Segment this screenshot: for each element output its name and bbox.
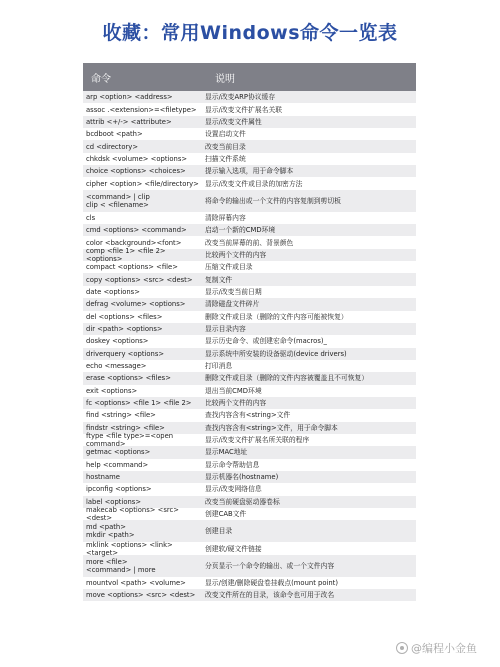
description-cell: 显示/改变网络信息 — [205, 485, 262, 494]
command-cell: compact <options> <file> — [86, 263, 178, 272]
command-cell: md <path> mkdir <path> — [86, 523, 135, 540]
description-cell: 显示/创建/删除硬盘卷挂载点(mount point) — [205, 578, 339, 587]
description-cell: 删除文件或目录（删除的文件内容被覆盖且不可恢复） — [205, 374, 369, 383]
table-row — [83, 165, 416, 177]
table-row — [83, 446, 416, 458]
description-cell: 打印消息 — [205, 362, 233, 371]
command-cell: getmac <options> — [86, 448, 151, 457]
command-cell: fc <options> <file 1> <file 2> — [86, 399, 192, 408]
table-row — [83, 506, 416, 523]
description-cell: 显示系统中所安装的设备驱动(device drivers) — [205, 349, 347, 358]
description-cell: 比较两个文件的内容 — [205, 399, 267, 408]
description-cell: 查找内容含有<string>文件 — [205, 411, 291, 420]
description-cell: 将命令的输出或一个文件的内容复制到剪切板 — [205, 196, 341, 205]
table-row — [83, 311, 416, 323]
command-cell: comp <file 1> <file 2> <options> — [86, 246, 166, 263]
command-cell: cd <directory> — [86, 142, 139, 151]
table-row — [83, 273, 416, 285]
table-row — [83, 432, 416, 449]
command-cell: hostname — [86, 473, 120, 482]
command-cell: arp <option> <address> — [86, 93, 173, 102]
description-cell: 创建软/硬文件链接 — [205, 544, 262, 553]
description-cell: 扫描文件系统 — [205, 154, 246, 163]
description-cell: 压缩文件或目录 — [205, 263, 253, 272]
table-row — [83, 103, 416, 115]
table-row — [83, 459, 416, 471]
description-cell: 复制文件 — [205, 275, 233, 284]
command-cell: makecab <options> <src> <dest> — [86, 506, 179, 523]
table-body — [83, 91, 416, 601]
table-row — [83, 335, 416, 347]
table-row — [83, 555, 416, 577]
description-cell: 显示/改变文件或目录的加密方法 — [205, 179, 303, 188]
command-cell: ftype <file type>=<open command> — [86, 432, 174, 449]
command-cell: chkdsk <volume> <options> — [86, 154, 188, 163]
command-cell: move <options> <src> <dest> — [86, 591, 196, 600]
watermark-logo-icon — [396, 642, 408, 654]
table-row — [83, 261, 416, 273]
description-cell: 比较两个文件的内容 — [205, 250, 267, 259]
watermark-text: @编程小金鱼 — [411, 642, 477, 655]
table-row — [83, 372, 416, 384]
description-cell: 设置启动文件 — [205, 130, 246, 139]
description-cell: 显示历史命令、或创建宏命令(macros)_ — [205, 337, 327, 346]
table-row — [83, 520, 416, 542]
table-row — [83, 471, 416, 483]
description-cell: 显示机器名(hostname) — [205, 473, 279, 482]
table-row — [83, 286, 416, 298]
command-cell: cls — [86, 213, 96, 222]
description-cell: 显示目录内容 — [205, 325, 246, 334]
table-row — [83, 589, 416, 601]
command-cell: mountvol <path> <volume> — [86, 578, 186, 587]
description-cell: 清除屏幕内容 — [205, 213, 246, 222]
description-cell: 创建目录 — [205, 527, 233, 536]
page-title: 收藏：常用Windows命令一览表 — [102, 22, 398, 44]
command-cell: bcdboot <path> — [86, 130, 143, 139]
table-row — [83, 409, 416, 421]
description-cell: 显示/改变文件扩展名所关联的程序 — [205, 436, 310, 445]
table-row — [83, 116, 416, 128]
description-cell: 显示/改变文件属性 — [205, 117, 262, 126]
description-cell: 改变当前硬盘驱动器卷标 — [205, 497, 280, 506]
command-cell: doskey <options> — [86, 337, 149, 346]
command-cell: find <string> <file> — [86, 411, 156, 420]
command-cell: assoc .<extension>=<filetype> — [86, 105, 197, 114]
description-cell: 显示/改变当前日期 — [205, 287, 262, 296]
description-cell: 改变当前屏幕的前、背景颜色 — [205, 238, 294, 247]
column-header-command: 命令 — [91, 73, 111, 85]
table-row — [83, 128, 416, 140]
table-row — [83, 190, 416, 212]
table-row — [83, 177, 416, 189]
description-cell: 创建CAB文件 — [205, 510, 247, 519]
description-cell: 显示命令帮助信息 — [205, 460, 260, 469]
table-row — [83, 397, 416, 409]
description-cell: 清除磁盘文件碎片 — [205, 300, 260, 309]
description-cell: 退出当前CMD环境 — [205, 386, 262, 395]
description-cell: 显示MAC地址 — [205, 448, 248, 457]
command-cell: cmd <options> <command> — [86, 226, 187, 235]
description-cell: 显示/改变ARP协议缓存 — [205, 93, 276, 102]
command-cell: copy <options> <src> <dest> — [86, 275, 193, 284]
table-row — [83, 153, 416, 165]
table-row — [83, 212, 416, 224]
command-cell: driverquery <options> — [86, 349, 165, 358]
description-cell: 查找内容含有<string>文件，用于命令脚本 — [205, 423, 338, 432]
table-row — [83, 348, 416, 360]
table-row — [83, 540, 416, 557]
command-cell: erase <options> <files> — [86, 374, 171, 383]
command-cell: label <options> — [86, 497, 142, 506]
table-row — [83, 323, 416, 335]
command-cell: more <file> <command> | more — [86, 557, 156, 574]
command-cell: defrag <volume> <options> — [86, 300, 186, 309]
command-cell: color <background><font> — [86, 238, 182, 247]
table-row — [83, 91, 416, 103]
command-cell: date <options> — [86, 287, 140, 296]
description-cell: 提示输入选项，用于命令脚本 — [205, 167, 294, 176]
table-row — [83, 360, 416, 372]
table-header — [83, 63, 416, 91]
description-cell: 启动一个新的CMD环境 — [205, 226, 276, 235]
command-cell: <command> | clip clip < <filename> — [86, 192, 150, 209]
table-row — [83, 224, 416, 236]
description-cell: 显示/改变文件扩展名关联 — [205, 105, 283, 114]
command-cell: help <command> — [86, 460, 149, 469]
command-cell: attrib <+/-> <attribute> — [86, 117, 172, 126]
description-cell: 改变文件所在的目录，该命令也可用于改名 — [205, 591, 335, 600]
command-cell: choice <options> <choices> — [86, 167, 186, 176]
table-row — [83, 246, 416, 263]
description-cell: 改变当前目录 — [205, 142, 246, 151]
table-row — [83, 483, 416, 495]
command-cell: exit <options> — [86, 386, 138, 395]
table-row — [83, 298, 416, 310]
command-cell: del <options> <files> — [86, 312, 163, 321]
table-row — [83, 577, 416, 589]
command-cell: findstr <string> <file> — [86, 423, 165, 432]
command-cell: cipher <option> <file/directory> — [86, 179, 199, 188]
watermark — [396, 640, 477, 656]
command-cell: dir <path> <options> — [86, 325, 163, 334]
command-cell: mklink <options> <link> <target> — [86, 540, 173, 557]
column-header-description: 说明 — [215, 73, 235, 85]
command-cell: ipconfig <options> — [86, 485, 152, 494]
table-row — [83, 140, 416, 152]
description-cell: 分页显示一个命令的输出、或一个文件内容 — [205, 561, 335, 570]
command-cell: echo <message> — [86, 362, 147, 371]
command-table — [83, 63, 416, 601]
description-cell: 删除文件或目录（删除的文件内容可能被恢复） — [205, 312, 348, 321]
table-row — [83, 385, 416, 397]
